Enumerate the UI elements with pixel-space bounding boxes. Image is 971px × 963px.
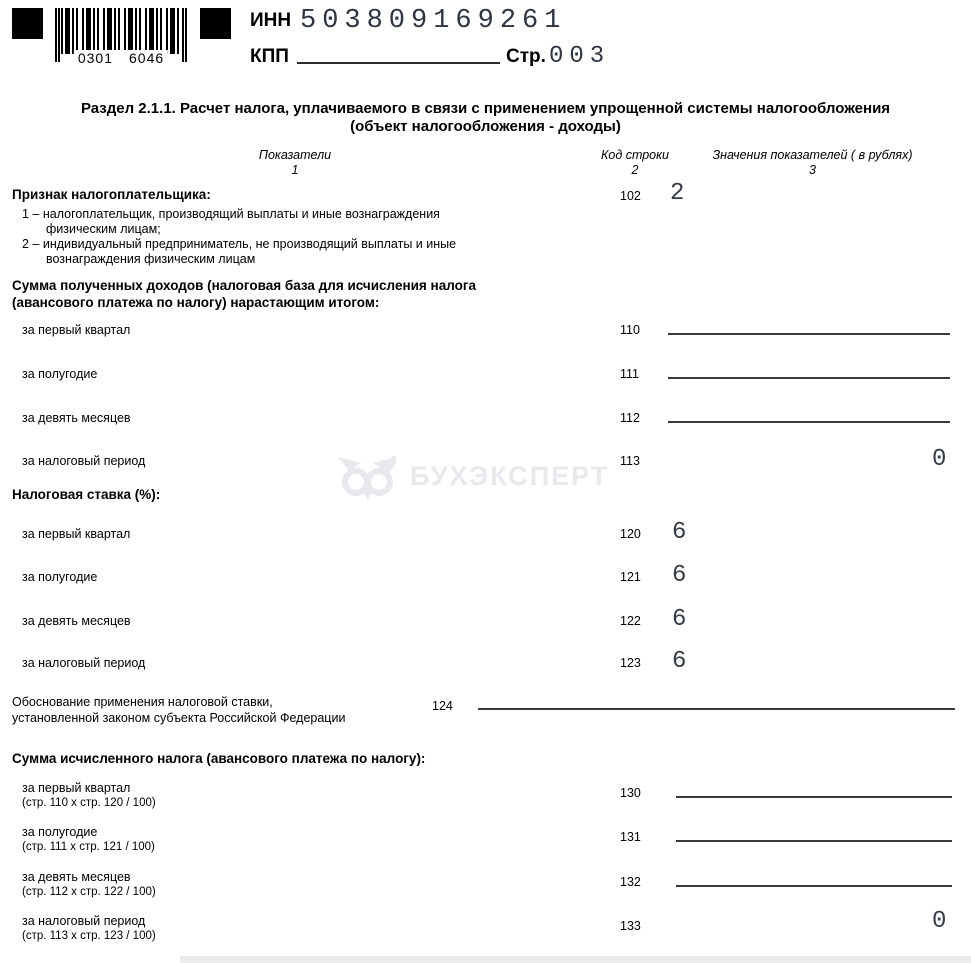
row-111-label: за полугодие (22, 367, 98, 381)
row-131-label: за полугодие (22, 825, 98, 839)
row-110-code: 110 (620, 323, 640, 337)
section-title-line2: (объект налогообложения - доходы) (350, 118, 621, 135)
column-header-values-num: 3 (809, 163, 816, 177)
page-number-value: 003 (549, 43, 611, 70)
row-120-code: 120 (620, 527, 641, 541)
income-heading-line1: Сумма полученных доходов (налоговая база для исчисления налога (12, 278, 476, 293)
row-111-value-line (668, 377, 950, 379)
row-112-code: 112 (620, 411, 640, 425)
buhexpert-watermark-text: БУХЭКСПЕРТ (410, 460, 610, 491)
column-header-indicators-label: Показатели (258, 148, 332, 162)
row-133-sublabel: (стр. 113 х стр. 123 / 100) (22, 930, 156, 942)
row-130-label: за первый квартал (22, 781, 131, 795)
barcode-number-right: 6046 (129, 50, 165, 66)
row-132-sublabel: (стр. 112 х стр. 122 / 100) (22, 886, 156, 898)
taxpayer-note2-line1: 2 – индивидуальный предприниматель, не производящий выплаты и иные (22, 237, 457, 251)
row-122-value: 6 (672, 606, 690, 633)
column-header-code (590, 148, 680, 178)
row-132-label: за девять месяцев (22, 870, 131, 884)
row-123-value: 6 (672, 648, 690, 675)
row-131-sublabel: (стр. 111 х стр. 121 / 100) (22, 841, 155, 853)
row-102-code: 102 (620, 189, 641, 203)
bottom-edge-strip (180, 956, 971, 963)
form-barcode (55, 8, 187, 66)
page-number-label: Стр. (506, 46, 546, 67)
row-121-label: за полугодие (22, 570, 98, 584)
row-133-code: 133 (620, 919, 641, 933)
barcode-guard-left (55, 8, 60, 62)
row-130-code: 130 (620, 786, 641, 800)
row-112-value-line (668, 421, 950, 423)
column-header-code-label: Код строки (601, 148, 669, 162)
row-120-value: 6 (672, 519, 690, 546)
row-123-label: за налоговый период (22, 656, 146, 670)
column-header-values-label: Значения показателей ( в рублях) (712, 148, 913, 162)
row-112-label: за девять месяцев (22, 411, 131, 425)
row-122-code: 122 (620, 614, 641, 628)
barcode-number-left: 0301 (77, 50, 113, 66)
column-header-indicators (225, 148, 365, 178)
row-102-value: 2 (670, 180, 688, 207)
row-123-code: 123 (620, 656, 641, 670)
row-130-sublabel: (стр. 110 х стр. 120 / 100) (22, 797, 156, 809)
rate-heading: Налоговая ставка (%): (12, 487, 161, 502)
kpp-label: КПП (250, 46, 289, 67)
row-124-code: 124 (432, 699, 453, 713)
kpp-value-line (297, 62, 500, 64)
row-124-label-line2: установленной законом субъекта Российской Федерации (12, 711, 346, 725)
barcode-guard-right (182, 8, 187, 62)
corner-anchor-square-right (200, 8, 231, 39)
tax-heading: Сумма исчисленного налога (авансового платежа по налогу): (12, 751, 426, 766)
buhexpert-owl-logo (338, 450, 396, 502)
row-133-label: за налоговый период (22, 914, 146, 928)
row-110-value-line (668, 333, 950, 335)
taxpayer-note1-line1: 1 – налогоплательщик, производящий выплаты и иные вознаграждения (22, 207, 440, 221)
row-132-value-line (676, 885, 952, 887)
barcode-bars (61, 8, 181, 54)
column-header-values (690, 148, 935, 178)
row-132-code: 132 (620, 875, 641, 889)
income-heading-line2: (авансового платежа по налогу) нарастающим итогом: (12, 295, 380, 310)
section-title-line1: Раздел 2.1.1. Расчет налога, уплачиваемого в связи с применением упрощенной системы налогообложения (80, 100, 891, 117)
row-124-label-line1: Обоснование применения налоговой ставки, (12, 695, 273, 709)
row-130-value-line (676, 796, 952, 798)
barcode-number (74, 50, 168, 66)
row-110-label: за первый квартал (22, 323, 131, 337)
column-header-code-num: 2 (631, 163, 639, 177)
buhexpert-watermark (338, 450, 609, 502)
row-120-label: за первый квартал (22, 527, 131, 541)
row-121-code: 121 (620, 570, 641, 584)
row-113-code: 113 (620, 454, 640, 468)
taxpayer-note2-line2: вознаграждения физическим лицам (46, 252, 256, 266)
row-124-value-line (478, 708, 955, 710)
row-131-value-line (676, 840, 952, 842)
taxpayer-note1-line2: физическим лицам; (46, 222, 161, 236)
inn-value: 503809169261 (300, 6, 567, 36)
inn-label: ИНН (250, 10, 292, 31)
row-111-code: 111 (620, 367, 640, 381)
taxpayer-attribute-heading: Признак налогоплательщика: (12, 187, 211, 202)
corner-anchor-square-left (12, 8, 43, 39)
row-113-value: 0 (932, 446, 950, 473)
row-133-value: 0 (932, 908, 950, 935)
row-122-label: за девять месяцев (22, 614, 131, 628)
row-121-value: 6 (672, 562, 690, 589)
row-113-label: за налоговый период (22, 454, 146, 468)
row-131-code: 131 (620, 830, 641, 844)
column-header-indicators-num: 1 (291, 163, 299, 177)
